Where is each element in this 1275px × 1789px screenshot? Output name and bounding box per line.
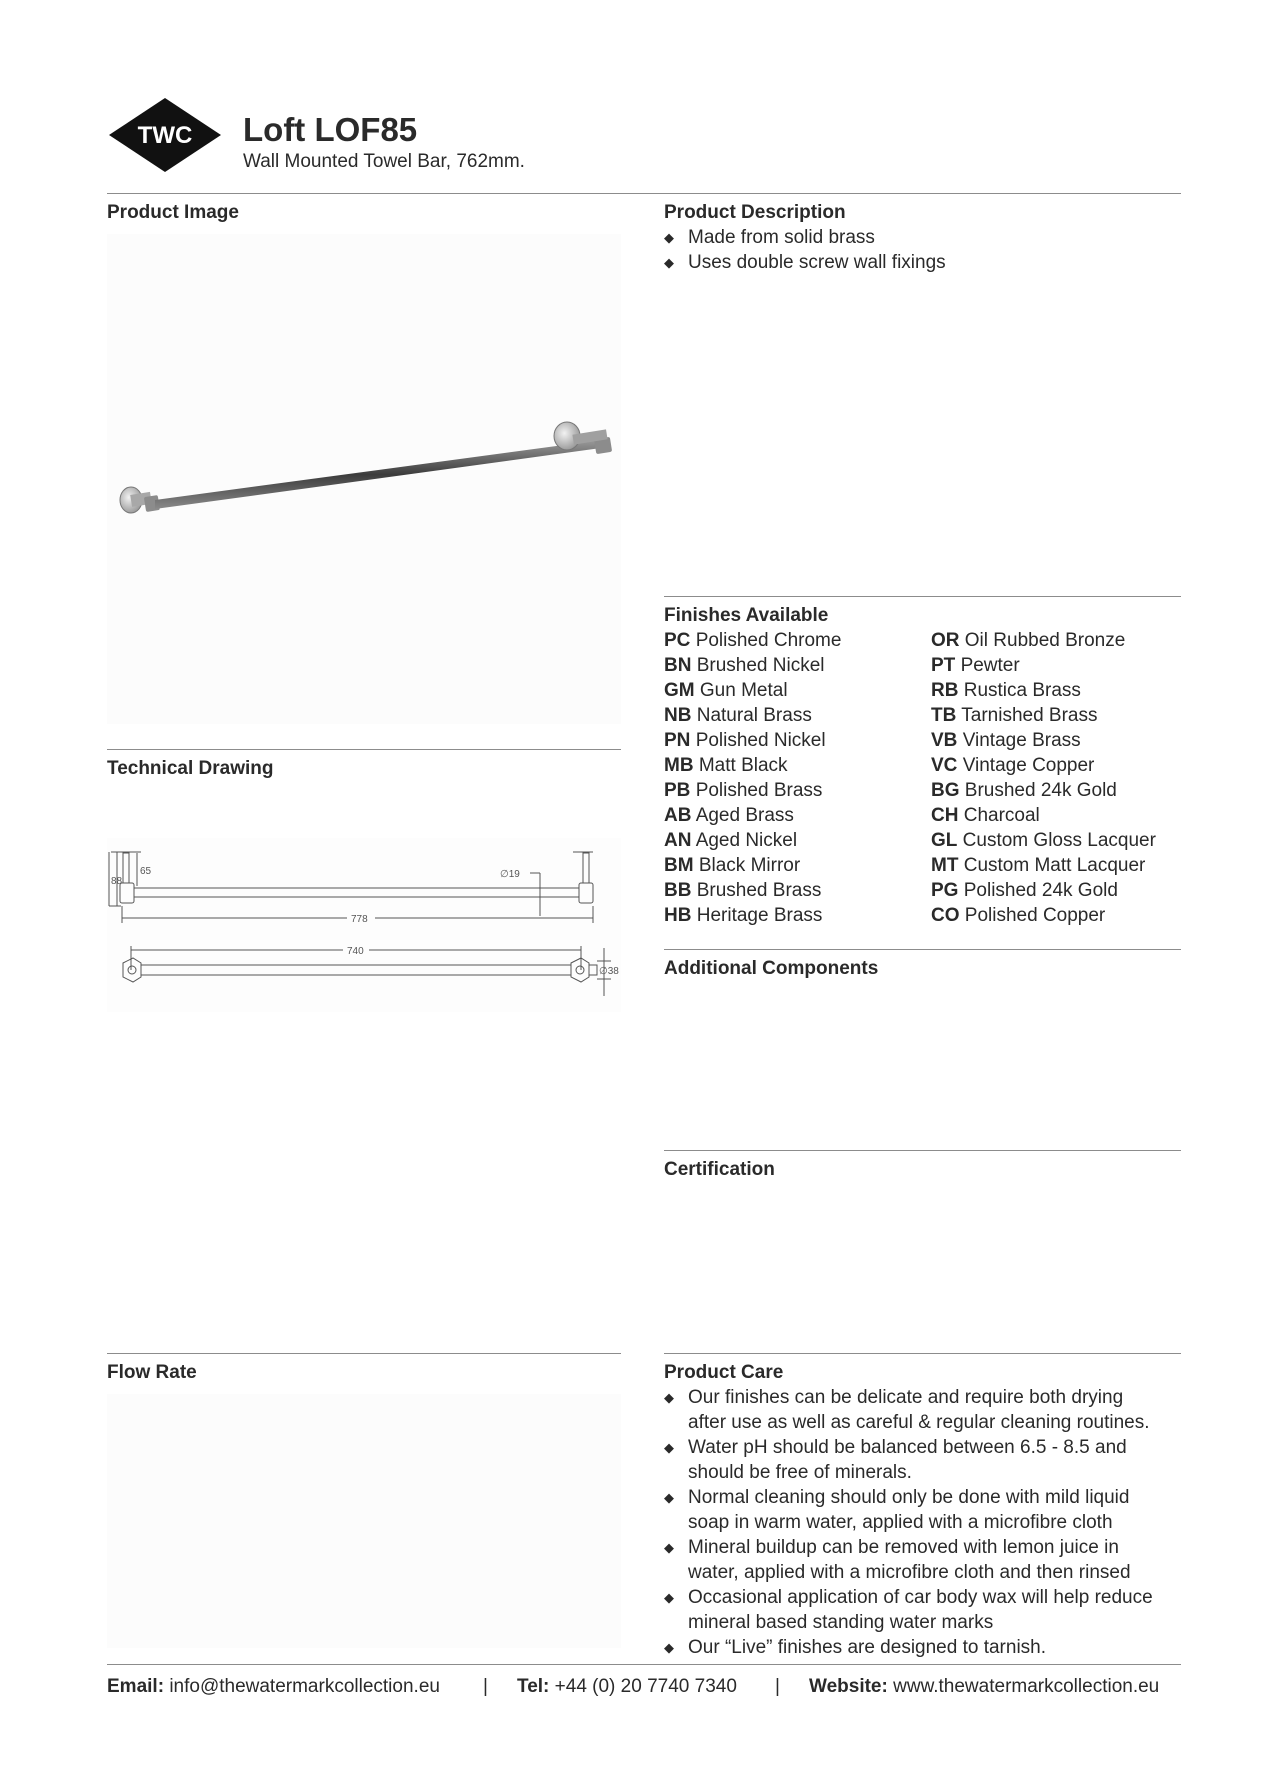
logo-diamond-icon [107, 96, 223, 174]
finish-name: Polished Nickel [695, 730, 826, 751]
finish-name: Aged Nickel [695, 830, 798, 851]
finish-item [664, 628, 841, 653]
website-link[interactable]: www.thewatermarkcollection.eu [893, 1676, 1160, 1697]
finish-name: Polished Brass [695, 780, 823, 801]
footer-separator: | [483, 1676, 488, 1697]
finish-item [664, 853, 800, 878]
bullet-diamond-icon: ◆ [664, 1440, 674, 1455]
finish-code: MB [664, 755, 694, 776]
finish-code: NB [664, 705, 692, 726]
logo-text: TWC [137, 122, 193, 149]
section-title-product-care: Product Care [664, 1362, 784, 1383]
care-text-line: Our “Live” finishes are designed to tarnish. [688, 1637, 1047, 1658]
dim-88-label: 88 [111, 876, 123, 887]
finish-code: CH [931, 805, 959, 826]
care-item [664, 1585, 1181, 1635]
finish-item [931, 878, 1118, 903]
finish-item [664, 728, 826, 753]
care-text-line: Normal cleaning should only be done with mild liquid [688, 1487, 1130, 1508]
finish-code: BB [664, 880, 692, 901]
finish-code: PB [664, 780, 691, 801]
bullet-diamond-icon: ◆ [664, 255, 674, 270]
finish-name: Aged Brass [695, 805, 794, 826]
care-item [664, 1635, 1181, 1660]
email-link[interactable]: info@thewatermarkcollection.eu [169, 1676, 440, 1697]
divider-flow-rate [107, 1353, 621, 1354]
bullet-diamond-icon: ◆ [664, 1540, 674, 1555]
bullet-diamond-icon: ◆ [664, 1390, 674, 1405]
finish-code: PN [664, 730, 691, 751]
finish-code: MT [931, 855, 959, 876]
finish-item [664, 703, 812, 728]
finish-item [664, 878, 821, 903]
product-subtitle: Wall Mounted Towel Bar, 762mm. [243, 151, 525, 172]
bullet-diamond-icon: ◆ [664, 1640, 674, 1655]
care-text-line: should be free of minerals. [688, 1462, 912, 1483]
finish-code: PT [931, 655, 956, 676]
dim-19-label: ∅19 [500, 869, 520, 880]
finish-item [664, 778, 822, 803]
finish-name: Matt Black [698, 755, 788, 776]
care-text-line: after use as well as careful & regular cleaning routines. [688, 1412, 1150, 1433]
finish-code: BG [931, 780, 960, 801]
finish-name: Brushed Brass [696, 880, 822, 901]
finish-code: AB [664, 805, 692, 826]
care-text-line: water, applied with a microfibre cloth and then rinsed [688, 1562, 1131, 1583]
product-title: Loft LOF85 [243, 111, 418, 148]
finish-name: Custom Matt Lacquer [963, 855, 1146, 876]
finish-item [664, 903, 822, 928]
finish-code: GM [664, 680, 695, 701]
footer-website: Website: www.thewatermarkcollection.eu [809, 1676, 1160, 1697]
finish-name: Vintage Brass [962, 730, 1081, 751]
finish-item [931, 653, 1020, 678]
care-text-line: Mineral buildup can be removed with lemon juice in [688, 1537, 1119, 1558]
finish-item [664, 803, 794, 828]
finish-name: Black Mirror [698, 855, 801, 876]
description-item: ◆ Uses double screw wall fixings [664, 252, 946, 273]
section-title-flow-rate: Flow Rate [107, 1362, 197, 1383]
finish-item [664, 653, 825, 678]
dim-38-label: ∅38 [599, 966, 619, 977]
finish-code: RB [931, 680, 959, 701]
section-title-product-image: Product Image [107, 202, 239, 223]
care-text-line: Occasional application of car body wax will help reduce [688, 1587, 1153, 1608]
care-text-line: mineral based standing water marks [688, 1612, 994, 1633]
section-title-additional-components: Additional Components [664, 958, 879, 979]
footer-divider [107, 1664, 1181, 1665]
finish-code: AN [664, 830, 692, 851]
technical-drawing [107, 838, 621, 1012]
care-text-line: soap in warm water, applied with a microfibre cloth [688, 1512, 1113, 1533]
finish-item [931, 828, 1156, 853]
care-text-line: Our finishes can be delicate and require both drying [688, 1387, 1124, 1408]
divider-additional [664, 949, 1181, 950]
care-item [664, 1535, 1181, 1585]
finish-name: Polished 24k Gold [963, 880, 1118, 901]
dim-778-label: 778 [351, 914, 368, 925]
finish-name: Polished Chrome [695, 630, 842, 651]
finish-item [931, 853, 1145, 878]
header-divider [107, 193, 1181, 194]
finish-code: VB [931, 730, 958, 751]
dim-740-label: 740 [347, 946, 364, 957]
finish-name: Heritage Brass [696, 905, 823, 926]
care-item [664, 1485, 1181, 1535]
dim-65-label: 65 [140, 866, 152, 877]
technical-drawing-svg [107, 838, 621, 1012]
finish-code: PC [664, 630, 691, 651]
finish-item [931, 903, 1105, 928]
logo [107, 96, 223, 174]
finish-code: BN [664, 655, 692, 676]
section-title-technical-drawing: Technical Drawing [107, 758, 274, 779]
finish-name: Oil Rubbed Bronze [964, 630, 1126, 651]
divider-certification [664, 1150, 1181, 1151]
finish-name: Polished Copper [964, 905, 1106, 926]
divider-finishes [664, 596, 1181, 597]
finish-item [931, 703, 1098, 728]
finish-name: Brushed 24k Gold [964, 780, 1117, 801]
flow-rate-area [107, 1394, 621, 1648]
finish-item [664, 678, 788, 703]
finish-code: BM [664, 855, 694, 876]
product-image [107, 234, 621, 724]
finish-name: Natural Brass [696, 705, 812, 726]
finish-name: Vintage Copper [962, 755, 1095, 776]
divider-product-care [664, 1353, 1181, 1354]
finish-item [931, 803, 1040, 828]
finish-item [931, 678, 1081, 703]
section-title-certification: Certification [664, 1159, 775, 1180]
care-item [664, 1385, 1181, 1435]
finish-code: HB [664, 905, 692, 926]
finish-name: Pewter [960, 655, 1020, 676]
finish-name: Rustica Brass [963, 680, 1081, 701]
section-title-product-description: Product Description [664, 202, 846, 223]
care-item [664, 1435, 1181, 1485]
finish-item [931, 628, 1125, 653]
finish-name: Brushed Nickel [696, 655, 825, 676]
footer-email: Email: info@thewatermarkcollection.eu [107, 1676, 440, 1697]
finish-item [931, 728, 1081, 753]
footer-separator: | [775, 1676, 780, 1697]
finish-name: Gun Metal [699, 680, 788, 701]
section-title-finishes: Finishes Available [664, 605, 829, 626]
tel-link[interactable]: +44 (0) 20 7740 7340 [554, 1676, 737, 1697]
bullet-diamond-icon: ◆ [664, 230, 674, 245]
finish-code: CO [931, 905, 960, 926]
description-item: ◆ Made from solid brass [664, 227, 875, 248]
finish-item [931, 753, 1094, 778]
finish-code: OR [931, 630, 960, 651]
finish-name: Custom Gloss Lacquer [962, 830, 1156, 851]
care-text-line: Water pH should be balanced between 6.5 - 8.5 and [688, 1437, 1127, 1458]
finish-item [664, 828, 797, 853]
finish-code: VC [931, 755, 958, 776]
finish-code: TB [931, 705, 957, 726]
finish-code: PG [931, 880, 959, 901]
footer-tel: Tel: +44 (0) 20 7740 7340 [517, 1676, 737, 1697]
finish-name: Tarnished Brass [961, 705, 1098, 726]
bullet-diamond-icon: ◆ [664, 1590, 674, 1605]
bullet-diamond-icon: ◆ [664, 1490, 674, 1505]
divider-technical-drawing [107, 749, 621, 750]
finish-item [931, 778, 1117, 803]
finish-item [664, 753, 788, 778]
towel-bar-image [107, 234, 621, 724]
finish-code: GL [931, 830, 958, 851]
finish-name: Charcoal [963, 805, 1040, 826]
